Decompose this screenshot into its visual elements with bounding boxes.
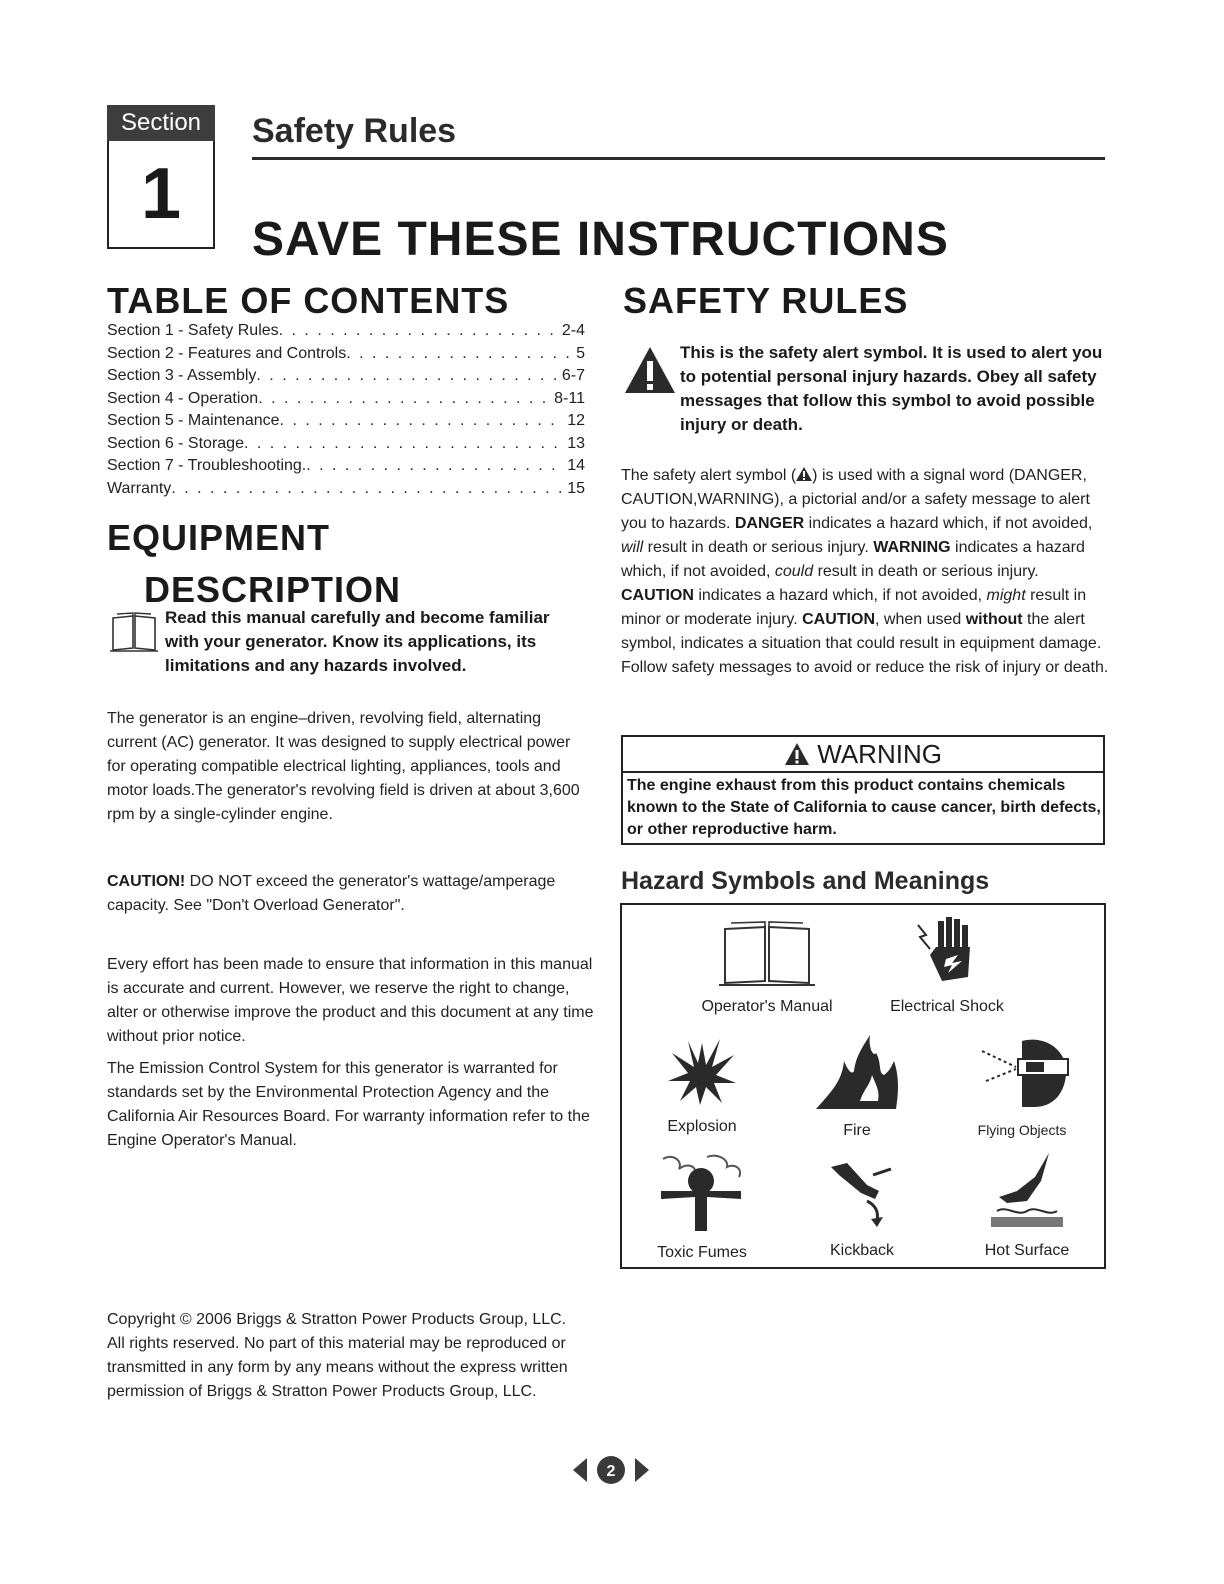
toc-item-label: Section 4 - Operation [107,389,259,407]
emission-paragraph: The Emission Control System for this generator is warranted for standards set by the Environmental Protection Agency and the California Air Resources Board. For warranty information refer to the Engine Operator's Manual. [107,1060,590,1149]
fire-icon [812,1031,902,1111]
hazard-caption: Operator's Manual [701,998,833,1015]
toc-item[interactable] [107,320,585,343]
hazard-caption: Kickback [829,1242,895,1259]
warning-triangle-icon [784,742,810,766]
safety-alert-note: This is the safety alert symbol. It is used to alert you to potential personal injury hazards. Obey all safety messages that follow this symbol to avoid possible injury or death. [680,343,1103,434]
flying-objects-face-shield-icon [972,1031,1072,1111]
hazard-explosion [642,1035,762,1136]
toc-item-page: 8-11 [554,389,585,407]
section-badge-label: Section [107,105,215,141]
page-number: 2 [606,1463,616,1480]
toc-item-page: 14 [567,457,585,474]
electric-shock-hand-icon [912,915,982,987]
hot-surface-icon [987,1151,1067,1231]
caution-label: CAUTION! [107,873,186,890]
generator-description: The generator is an engine–driven, revolving field, alternating current (AC) generator. It was designed to supply electrical power for operating compatible electrical lighting, appliances, tools and motor loads.The generator's revolving field is driven at about 3,600 rpm by a single-cylinder engine. [107,710,580,823]
equipment-heading-line2: DESCRIPTION [144,569,402,610]
warning-text: The engine exhaust from this product contains chemicals known to the State of California to cause cancer, birth defects, or other reproductive harm. [627,777,1101,838]
toc-item[interactable] [107,478,585,501]
toc-item-page: 6-7 [561,367,585,384]
hazard-toxic-fumes [642,1151,762,1262]
section-badge [107,105,215,250]
caution-paragraph [107,870,587,918]
toc-item[interactable] [107,433,585,456]
safety-rules-heading: SAFETY RULES [623,280,909,321]
hazard-caption: Electrical Shock [890,998,1004,1015]
copyright-notice: Copyright © 2006 Briggs & Stratton Power Products Group, LLC. All rights reserved. No part of this material may be reproduced or transmitted in any form by any means without the express written permission of Briggs & Stratton Power Products Group, LLC. [107,1311,568,1400]
toc-item[interactable] [107,410,585,433]
toc-item-label: Section 2 - Features and Controls [107,344,347,362]
toxic-fumes-icon [657,1151,747,1233]
book-icon [109,610,159,652]
toc-item[interactable] [107,455,585,478]
page-number-badge [573,1455,649,1485]
section-title: Safety Rules [252,112,457,150]
toc-item-page: 15 [567,479,585,497]
page-title: SAVE THESE INSTRUCTIONS [252,213,949,266]
kickback-icon [827,1155,897,1231]
table-of-contents [107,320,585,500]
warning-heading-text: WARNING [817,739,942,769]
hazard-operators-manual [682,919,852,1016]
section-badge-number: 1 [107,141,215,249]
hazard-caption: Flying Objects [977,1122,1067,1138]
hazard-caption: Toxic Fumes [657,1244,747,1261]
toc-item[interactable] [107,365,585,388]
hazard-flying-objects [952,1031,1092,1138]
signal-words-paragraph: The safety alert symbol ( ) is used with a signal word (DANGER, CAUTION,WARNING), a pictorial and/or a safety message to alert you to hazards. DANGER indicates a hazard which, if not avoided, will result in death or serious injury. WARNING indicates a hazard which, if not avoided, could result in death or serious injury. CAUTION indicates a hazard which, if not avoided, might result in minor or moderate injury. CAUTION, when used without the alert symbol, indicates a situation that could result in equipment damage. Follow safety messages to avoid or reduce the risk of injury or death. [621,467,1109,676]
toc-item-label: Section 1 - Safety Rules [107,322,279,339]
hazard-electrical-shock [872,915,1022,1016]
toc-item-label: Section 3 - Assembly [107,367,257,384]
toc-heading: TABLE OF CONTENTS [107,280,510,321]
hazard-caption: Explosion [667,1118,737,1135]
hazard-kickback [802,1155,922,1260]
toc-item-page: 13 [567,434,585,452]
hazard-caption: Hot Surface [984,1242,1070,1259]
equipment-heading [107,512,401,616]
toc-item[interactable] [107,388,585,411]
toc-item-page: 12 [567,412,585,429]
hazard-symbols-box [620,903,1106,1269]
hazard-caption: Fire [843,1122,871,1139]
section-rule [252,157,1105,160]
read-manual-note: Read this manual carefully and become familiar with your generator. Know its applications, its limitations and any hazards involved. [165,608,550,675]
toc-item[interactable] [107,343,585,366]
equipment-heading-line1: EQUIPMENT [107,517,331,558]
toc-item-page: 2-4 [561,322,585,339]
toc-item-label: Section 7 - Troubleshooting. [107,457,307,474]
alert-triangle-icon [623,345,677,395]
warning-heading [623,737,1103,773]
explosion-icon [666,1035,738,1107]
hazard-hot-surface [962,1151,1092,1260]
toc-item-label: Section 5 - Maintenance [107,412,280,429]
caution-text: DO NOT exceed the generator's wattage/amperage capacity. See "Don't Overload Generator". [107,873,556,914]
book-icon [717,919,817,987]
toc-item-label: Warranty [107,479,172,497]
inline-alert-icon [796,467,812,481]
toc-item-label: Section 6 - Storage [107,434,244,452]
warning-box [621,735,1105,845]
accuracy-paragraph: Every effort has been made to ensure that information in this manual is accurate and current. However, we reserve the right to change, alter or otherwise improve the product and this document at any time without prior notice. [107,956,594,1045]
toc-item-page: 5 [576,344,585,362]
hazard-symbols-heading: Hazard Symbols and Meanings [621,867,990,895]
hazard-fire [802,1031,912,1140]
